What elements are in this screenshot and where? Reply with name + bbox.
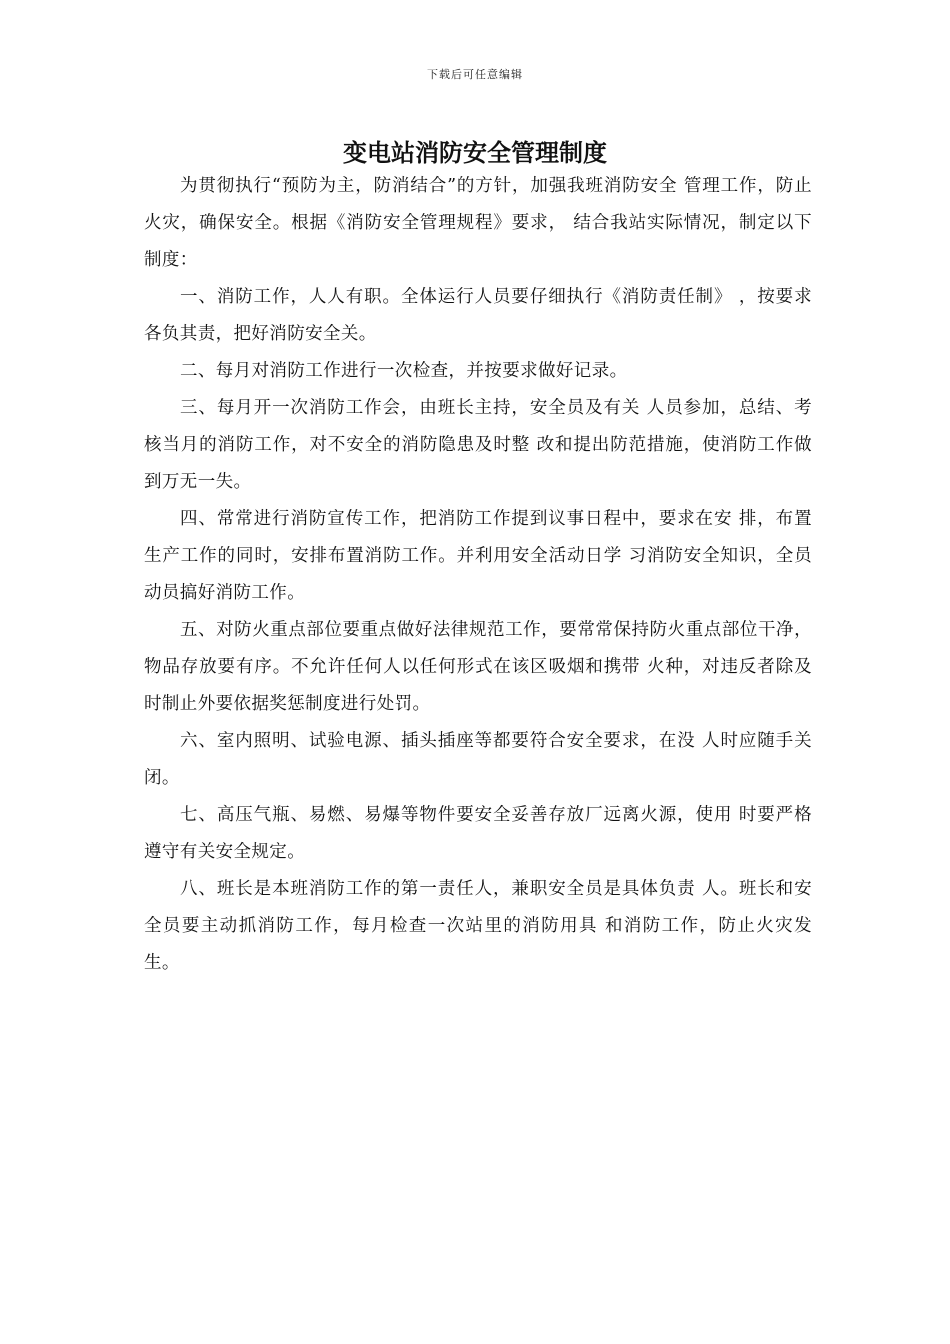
document-body bbox=[144, 168, 812, 982]
document-title: 变电站消防安全管理制度 bbox=[343, 139, 607, 167]
intro-paragraph: 为贯彻执行“预防为主，防消结合”的方针，加强我班消防安全 管理工作，防止火灾，确保安全。根据《消防安全管理规程》要求， 结合我站实际情况，制定以下制度： bbox=[144, 176, 812, 270]
rule-paragraph-2: 二、每月对消防工作进行一次检查，并按要求做好记录。 bbox=[180, 361, 628, 381]
rule-paragraph-1: 一、消防工作，人人有职。全体运行人员要仔细执行《消防责任制》 ，按要求各负其责，把好消防安全关。 bbox=[144, 287, 812, 344]
header-note: 下载后可任意编辑 bbox=[427, 68, 523, 81]
rule-paragraph-8: 八、班长是本班消防工作的第一责任人，兼职安全员是具体负责 人。班长和安全员要主动抓消防工作，每月检查一次站里的消防用具 和消防工作，防止火灾发生。 bbox=[144, 879, 812, 973]
rule-paragraph-6: 六、室内照明、试验电源、插头插座等都要符合安全要求，在没 人时应随手关闭。 bbox=[144, 731, 812, 788]
rule-paragraph-5: 五、对防火重点部位要重点做好法律规范工作，要常常保持防火重点部位干净，物品存放要有序。不允许任何人以任何形式在该区吸烟和携带 火种，对违反者除及时制止外要依据奖惩制度进行处罚。 bbox=[144, 620, 812, 714]
rule-paragraph-4: 四、常常进行消防宣传工作，把消防工作提到议事日程中，要求在安 排，布置生产工作的同时，安排布置消防工作。并利用安全活动日学 习消防安全知识，全员动员搞好消防工作。 bbox=[144, 509, 812, 603]
rule-paragraph-7: 七、高压气瓶、易燃、易爆等物件要安全妥善存放厂远离火源，使用 时要严格遵守有关安全规定。 bbox=[144, 805, 812, 862]
rule-paragraph-3: 三、每月开一次消防工作会，由班长主持，安全员及有关 人员参加，总结、考核当月的消防工作，对不安全的消防隐患及时整 改和提出防范措施，使消防工作做到万无一失。 bbox=[144, 398, 812, 492]
